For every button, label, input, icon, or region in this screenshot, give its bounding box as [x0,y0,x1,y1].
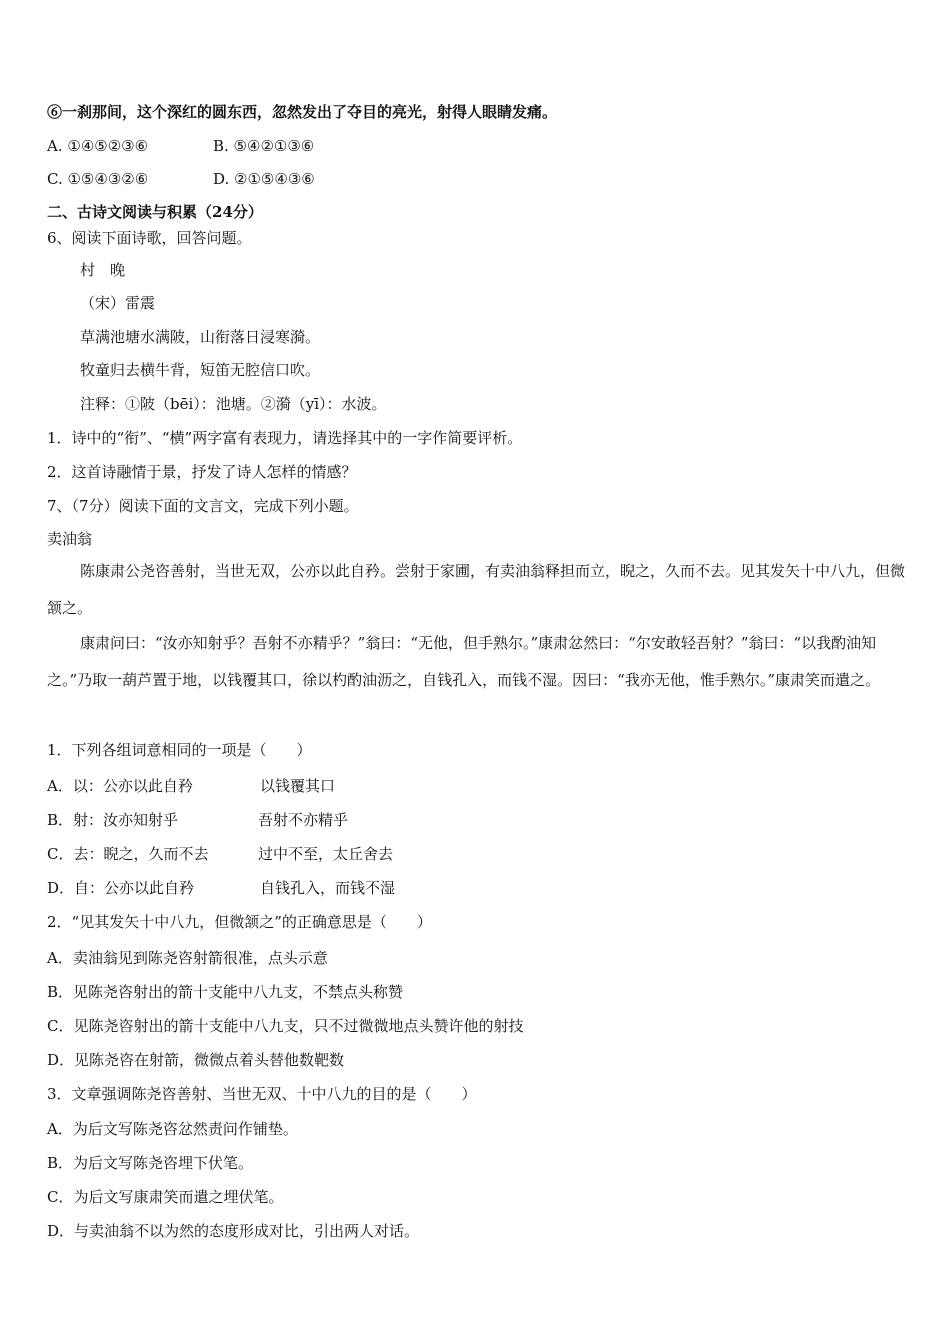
option-d: D．与卖油翁不以为然的态度形成对比，引出两人对话。 [47,1222,420,1240]
q7-stem: 7、（7分）阅读下面的文言文，完成下列小题。 [47,497,359,515]
poem-line: 牧童归去横牛背，短笛无腔信口吹。 [80,361,321,379]
option-d: D．见陈尧咨在射箭，微微点着头替他数靶数 [47,1051,345,1069]
option-c-left: C．去：睨之，久而不去 [47,845,209,863]
option-a-left: A．以：公亦以此自矜 [47,777,193,795]
poem-line: 草满池塘水满陂，山衔落日浸寒漪。 [80,328,321,346]
option-b: B．为后文写陈尧咨埋下伏笔。 [47,1154,254,1172]
passage-paragraph: 康肃问曰：“汝亦知射乎？吾射不亦精乎？”翁曰：“无他，但手熟尔。”康肃忿然曰：“尔安敢轻吾射？”翁曰：“以我酌油知之。”乃取一葫芦置于地，以钱覆其口，徐以杓酌油沥之，自钱孔入，而钱不湿。因曰：“我亦无他，惟手熟尔。”康肃笑而遣之。 [47,634,881,689]
q5-option-d: D. ②①⑤④③⑥ [213,170,315,188]
section-heading: 二、古诗文阅读与积累（24分） [47,203,263,221]
q6-sub2: 2．这首诗融情于景，抒发了诗人怎样的情感？ [47,463,357,481]
q5-option-b: B. ⑤④②①③⑥ [213,137,315,155]
option-a: A．卖油翁见到陈尧咨射箭很准，点头示意 [47,949,328,967]
option-d-left: D．自：公亦以此自矜 [47,879,195,897]
option-b-right: 吾射不亦精乎 [258,811,349,829]
passage-paragraph: 陈康肃公尧咨善射，当世无双，公亦以此自矜。尝射于家圃，有卖油翁释担而立，睨之，久而不去。见其发矢十中八九，但微颔之。 [47,562,906,617]
poem-author: （宋）雷震 [80,294,156,312]
option-c: C．见陈尧咨射出的箭十支能中八九支，只不过微微地点头赞许他的射技 [47,1017,524,1035]
poem-title: 村 晚 [80,261,126,279]
passage-title: 卖油翁 [47,530,93,548]
option-a: A．为后文写陈尧咨忿然责问作铺垫。 [47,1120,298,1138]
q5-option-a: A. ①④⑤②③⑥ [47,137,149,155]
q6-sub1: 1．诗中的“衔”、“横”两字富有表现力，请选择其中的一字作简要评析。 [47,429,523,447]
option-c-right: 过中不至，太丘舍去 [258,845,394,863]
q5-option-c: C. ①⑤④③②⑥ [47,170,149,188]
q7-sub2-stem: 2．“见其发矢十中八九，但微颔之”的正确意思是（ ） [47,913,432,931]
q7-sub3-stem: 3．文章强调陈尧咨善射、当世无双、十中八九的目的是（ ） [47,1085,477,1103]
q6-stem: 6、阅读下面诗歌，回答问题。 [47,229,252,247]
q5-item-6: ⑥一刹那间，这个深红的圆东西，忽然发出了夺目的亮光，射得人眼睛发痛。 [47,103,558,121]
option-a-right: 以钱覆其口 [260,777,336,795]
q7-sub1-stem: 1．下列各组词意相同的一项是（ ） [47,741,312,759]
poem-note: 注释：①陂（bēi）：池塘。②漪（yī）：水波。 [80,395,387,413]
option-b: B．见陈尧咨射出的箭十支能中八九支，不禁点头称赞 [47,983,404,1001]
option-b-left: B．射：汝亦知射乎 [47,811,179,829]
option-c: C．为后文写康肃笑而遣之埋伏笔。 [47,1188,284,1206]
option-d-right: 自钱孔入，而钱不湿 [260,879,396,897]
